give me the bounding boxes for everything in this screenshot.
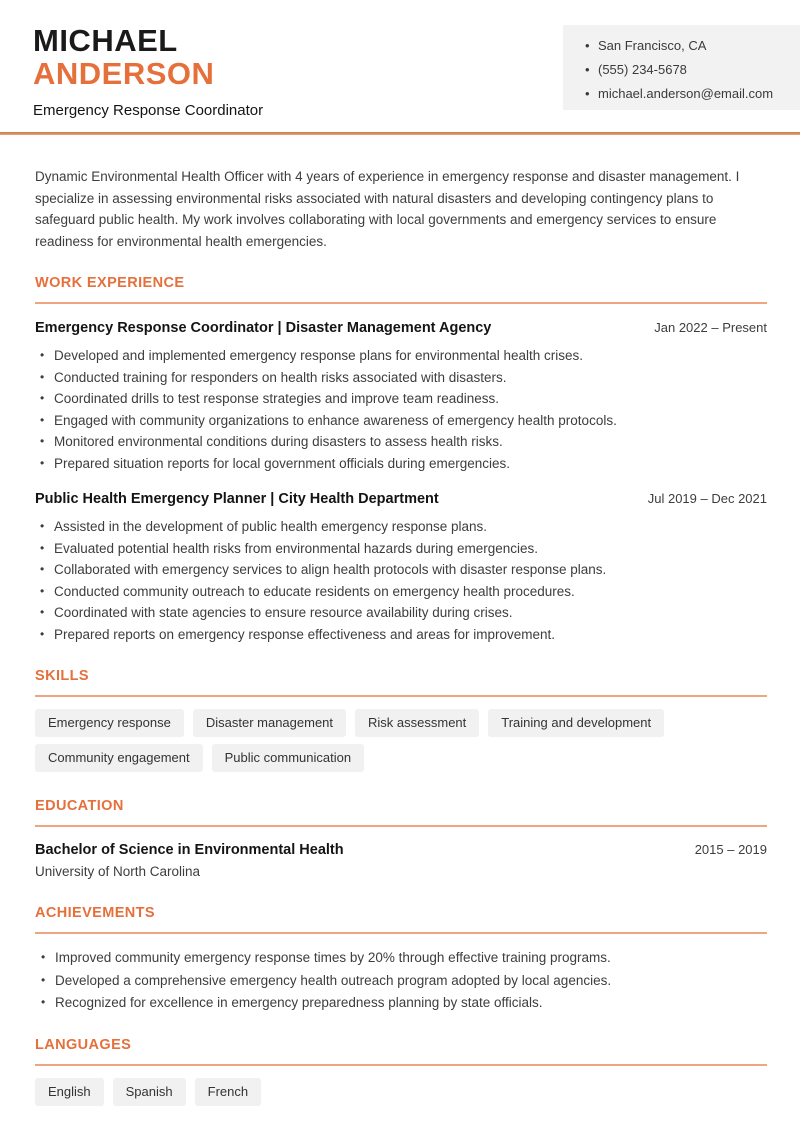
skill-tag: Training and development <box>488 709 664 737</box>
education-title: EDUCATION <box>35 798 767 827</box>
job-bullet: • Evaluated potential health risks from environmental hazards during emergencies. <box>40 541 767 557</box>
achievements-list <box>35 950 767 1011</box>
contact-box <box>563 25 800 110</box>
summary-paragraph: Dynamic Environmental Health Officer with 4 years of experience in emergency response and disaster management. I specialize in assessing environmental risks associated with natural disasters and developing contingency plans to safeguard public health. My work involves collaborating with local governments and emergency services to ensure readiness for environmental health emergencies. <box>35 169 740 249</box>
job-bullet: • Developed and implemented emergency response plans for environmental health crises. <box>40 348 767 364</box>
job-bullet: • Conducted community outreach to educate residents on emergency health procedures. <box>40 584 767 600</box>
achievements-title: ACHIEVEMENTS <box>35 905 767 934</box>
education-degree: Bachelor of Science in Environmental Health <box>35 842 344 858</box>
education-dates: 2015 – 2019 <box>694 842 767 857</box>
job-bullet: • Collaborated with emergency services to align health protocols with disaster response plans. <box>40 562 767 578</box>
job-dates: Jan 2022 – Present <box>654 320 767 335</box>
skill-tag: Risk assessment <box>355 709 479 737</box>
job-bullet: • Coordinated with state agencies to ensure resource availability during crises. <box>40 605 767 621</box>
work-experience-title: WORK EXPERIENCE <box>35 275 767 304</box>
job-heading: Public Health Emergency Planner | City Health Department <box>35 491 439 507</box>
contact-email: • michael.anderson@email.com <box>585 86 784 102</box>
skills-title: SKILLS <box>35 668 767 697</box>
job-bullet-list <box>35 348 767 471</box>
education-school: University of North Carolina <box>35 864 201 879</box>
achievement-bullet: • Developed a comprehensive emergency health outreach program adopted by local agencies. <box>41 973 767 989</box>
skill-tag: Public communication <box>212 744 364 772</box>
language-tag: English <box>35 1078 104 1106</box>
resume-body <box>0 166 800 1106</box>
languages-tag-list <box>35 1078 767 1106</box>
job-bullet: • Prepared situation reports for local government officials during emergencies. <box>40 456 767 472</box>
job-bullet: • Coordinated drills to test response strategies and improve team readiness. <box>40 391 767 407</box>
job-bullet: • Monitored environmental conditions during disasters to assess health risks. <box>40 434 767 450</box>
job-bullet: • Prepared reports on emergency response effectiveness and areas for improvement. <box>40 627 767 643</box>
job-bullet: • Conducted training for responders on health risks associated with disasters. <box>40 370 767 386</box>
job-bullet: • Engaged with community organizations to enhance awareness of emergency health protocols. <box>40 413 767 429</box>
skill-tag: Disaster management <box>193 709 346 737</box>
section-achievements <box>35 905 767 1011</box>
section-skills <box>35 668 767 772</box>
skills-tag-list <box>35 709 767 772</box>
last-name: ANDERSON <box>33 56 215 91</box>
language-tag: Spanish <box>113 1078 186 1106</box>
skill-tag: Community engagement <box>35 744 203 772</box>
section-work-experience <box>35 275 767 642</box>
contact-location: • San Francisco, CA <box>585 38 784 54</box>
job-heading: Emergency Response Coordinator | Disaster Management Agency <box>35 320 492 336</box>
job-dates: Jul 2019 – Dec 2021 <box>647 491 767 506</box>
job-bullet: • Assisted in the development of public health emergency response plans. <box>40 519 767 535</box>
education-entry <box>35 842 767 879</box>
header-divider <box>0 132 800 135</box>
language-tag: French <box>195 1078 261 1106</box>
contact-phone: • (555) 234-5678 <box>585 62 784 78</box>
achievement-bullet: • Improved community emergency response times by 20% through effective training programs. <box>41 950 767 966</box>
skill-tag: Emergency response <box>35 709 184 737</box>
header-job-title: Emergency Response Coordinator <box>33 102 264 119</box>
languages-title: LANGUAGES <box>35 1037 767 1066</box>
job-bullet-list <box>35 519 767 642</box>
achievement-bullet: • Recognized for excellence in emergency preparedness planning by state officials. <box>41 995 767 1011</box>
resume-header <box>0 0 800 132</box>
section-education <box>35 798 767 879</box>
job-entry <box>35 491 767 642</box>
first-name: MICHAEL <box>33 23 178 58</box>
section-languages <box>35 1037 767 1106</box>
job-entry <box>35 320 767 471</box>
